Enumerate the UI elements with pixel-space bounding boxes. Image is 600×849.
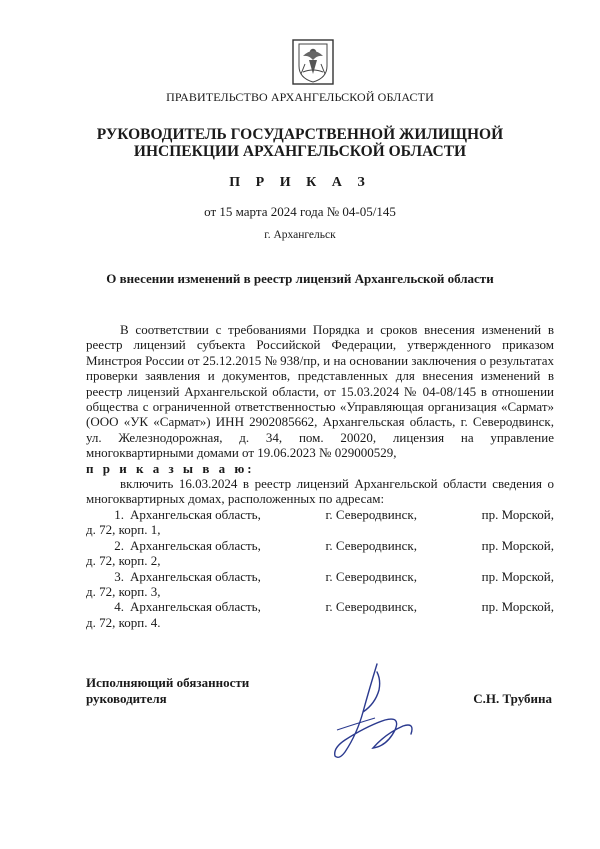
- signatory-title: [86, 675, 249, 707]
- authority-title: [0, 126, 600, 160]
- address-region: Архангельская область,: [130, 599, 261, 615]
- address-street: пр. Морской,: [481, 599, 554, 615]
- address-city: г. Северодвинск,: [325, 537, 417, 553]
- signatory-name: С.Н. Трубина: [473, 691, 552, 706]
- address-street: пр. Морской,: [481, 568, 554, 584]
- signatory-title-line1: Исполняющий обязанности: [86, 675, 250, 690]
- address-city: г. Северодвинск,: [325, 599, 417, 615]
- document-type: П Р И К А З: [229, 175, 371, 190]
- address-house: д. 72, корп. 4.: [86, 614, 161, 630]
- government-name: ПРАВИТЕЛЬСТВО АРХАНГЕЛЬСКОЙ ОБЛАСТИ: [166, 90, 434, 104]
- address-item: [86, 599, 554, 630]
- document-body: [86, 322, 554, 630]
- address-number: 3.: [114, 568, 124, 584]
- document-date-number: от 15 марта 2024 года № 04-05/145: [204, 204, 396, 219]
- document-subject: О внесении изменений в реестр лицензий Архангельской области: [106, 271, 494, 286]
- signatory-title-line2: руководителя: [86, 691, 167, 706]
- address-city: г. Северодвинск,: [325, 568, 417, 584]
- address-number: 4.: [114, 599, 124, 615]
- authority-title-line2: ИНСПЕКЦИИ АРХАНГЕЛЬСКОЙ ОБЛАСТИ: [133, 143, 467, 160]
- handwritten-signature: [315, 660, 435, 765]
- coat-of-arms-icon: [291, 38, 335, 86]
- address-street: пр. Морской,: [481, 506, 554, 522]
- address-region: Архангельская область,: [130, 537, 261, 553]
- address-number: 2.: [114, 537, 124, 553]
- address-street: пр. Морской,: [481, 537, 554, 553]
- address-city: г. Северодвинск,: [325, 506, 417, 522]
- address-item: [86, 507, 554, 538]
- address-house: д. 72, корп. 3,: [86, 583, 161, 599]
- document-city: г. Архангельск: [264, 229, 336, 241]
- address-item: [86, 569, 554, 600]
- address-region: Архангельская область,: [130, 568, 261, 584]
- address-number: 1.: [114, 506, 124, 522]
- resolve-word: п р и к а з ы в а ю:: [86, 460, 255, 476]
- address-house: д. 72, корп. 1,: [86, 522, 161, 538]
- include-paragraph: включить 16.03.2024 в реестр лицензий Архангельской области сведения о многоквартирных домах, расположенных по адресам:: [86, 476, 554, 507]
- address-house: д. 72, корп. 2,: [86, 553, 161, 569]
- preamble-paragraph: В соответствии с требованиями Порядка и сроков внесения изменений в реестр лицензий субъекта Российской Федерации, утвержденного приказом Минстроя России от 25.12.2015 № 938/пр, и на основании заключения о результатах проверки заявления и документов, представленных для внесения изменений в реестр лицензий Архангельской области, от 15.03.2024 № 04-08/145 в отношении общества с ограниченной ответственностью «Управляющая организация «Сармат» (ООО «УК «Сармат») ИНН 2902085662, Архангельская область, г. Северодвинск, ул. Железнодорожная, д. 34, пом. 20020, лицензия на управление многоквартирными домами от 19.06.2023 № 029000529,: [86, 322, 554, 461]
- address-region: Архангельская область,: [130, 506, 261, 522]
- address-item: [86, 538, 554, 569]
- authority-title-line1: РУКОВОДИТЕЛЬ ГОСУДАРСТВЕННОЙ ЖИЛИЩНОЙ: [96, 126, 504, 143]
